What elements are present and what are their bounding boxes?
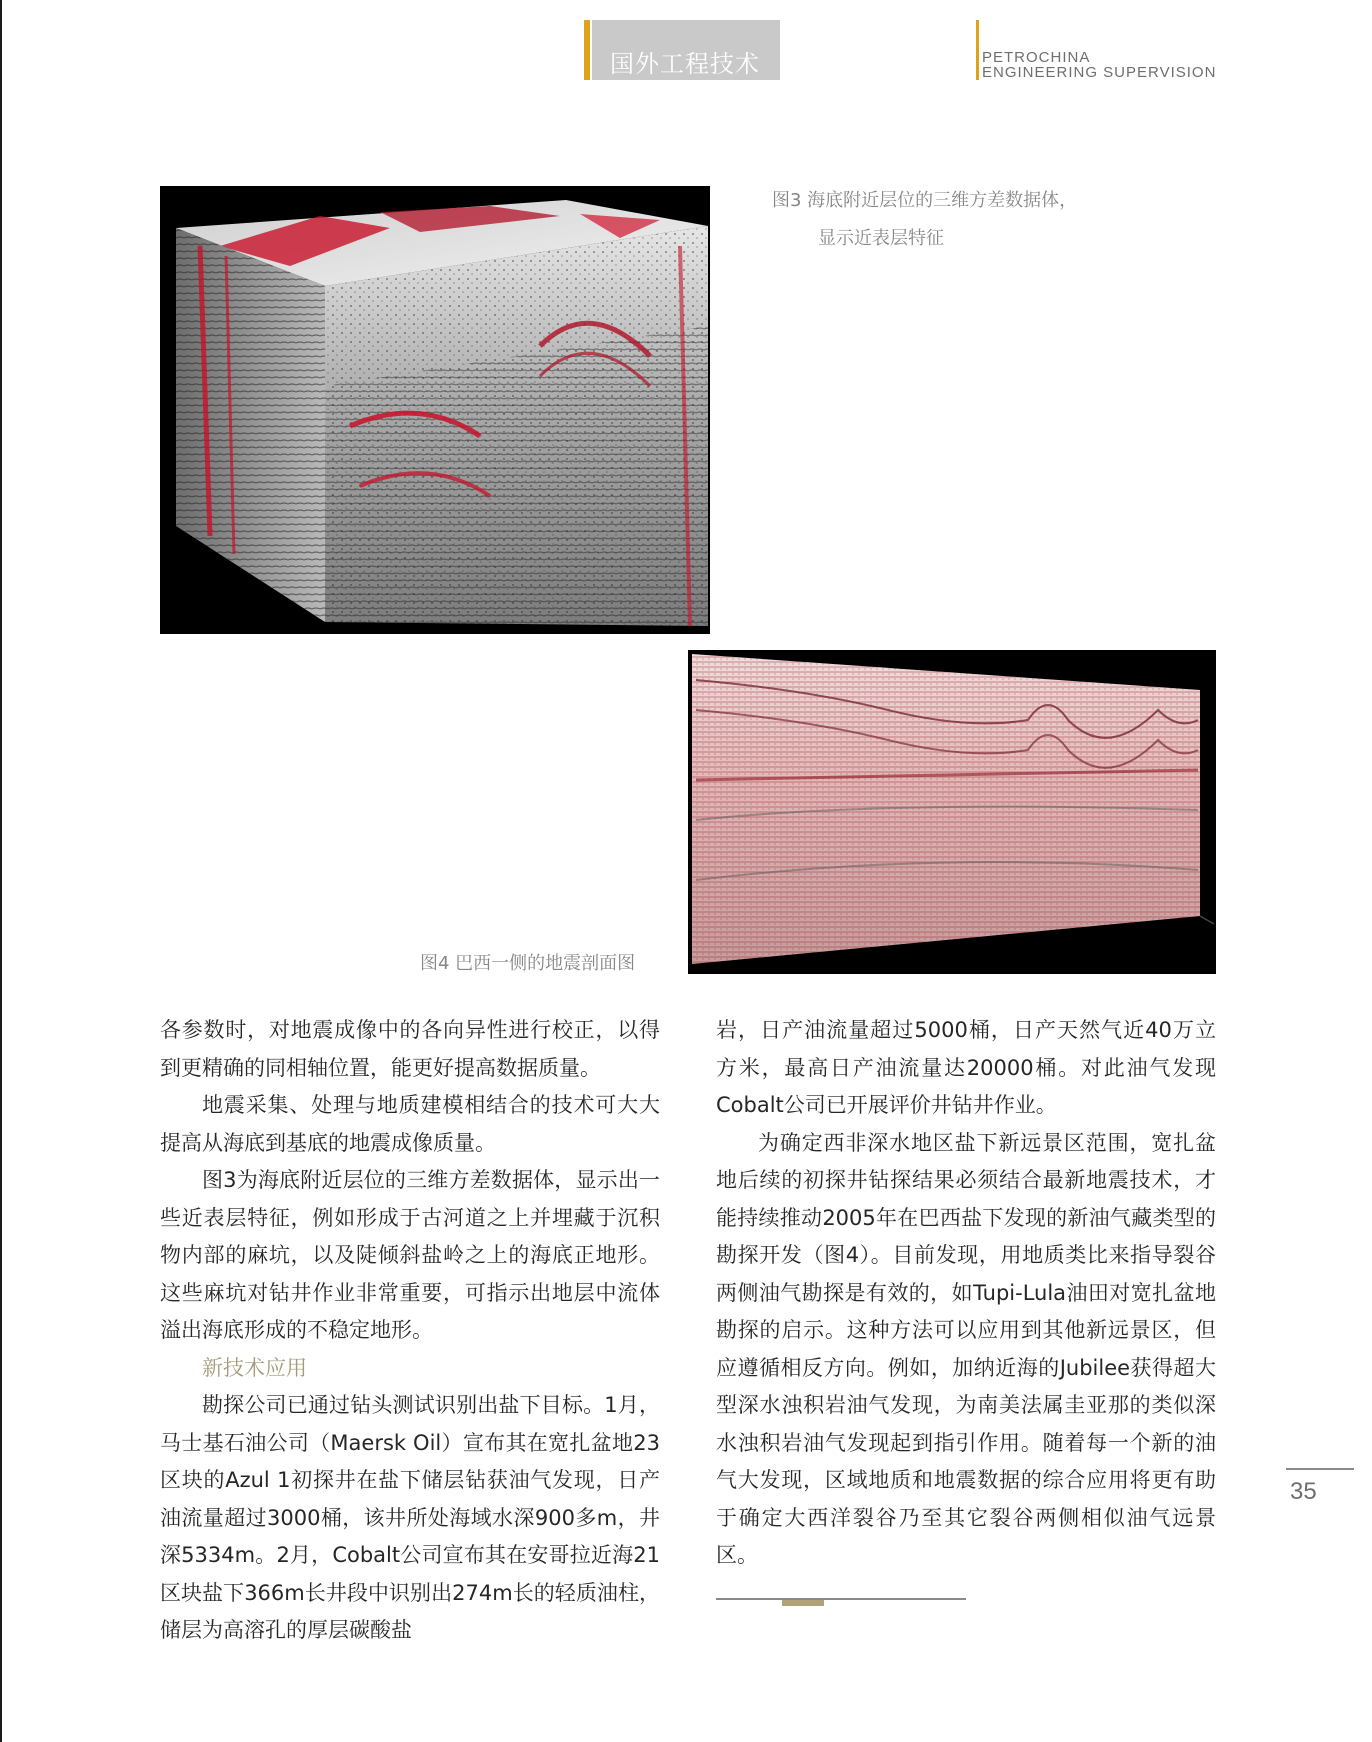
figure-3-variance-cube: [160, 186, 710, 634]
figure-4-seismic-section: [688, 650, 1216, 974]
section-heading: 新技术应用: [202, 1355, 307, 1380]
header-accent-bar: [584, 20, 590, 80]
page-edge-rule: [0, 0, 2, 1742]
figure-3-caption-line-2: 显示近表层特征: [818, 228, 944, 249]
paragraph: 图3为海底附近层位的三维方差数据体，显示出一些近表层特征，例如形成于古河道之上并埋藏于沉积物内部的麻坑，以及陡倾斜盐岭之上的海底正地形。这些麻坑对钻井作业非常重要，可指示出地层中流体溢出海底形成的不稳定地形。: [160, 1168, 660, 1342]
paragraph: 地震采集、处理与地质建模相结合的技术可大大提高从海底到基底的地震成像质量。: [160, 1093, 660, 1155]
figure-3-caption-line-1: 图3 海底附近层位的三维方差数据体，: [772, 190, 1078, 211]
brand-logotype: [982, 50, 1216, 80]
header-section-title: 国外工程技术: [610, 50, 760, 78]
page-number-rule: [1286, 1468, 1354, 1470]
article-left-column: [160, 1012, 660, 1650]
page-number: 35: [1290, 1478, 1317, 1505]
paragraph: 岩，日产油流量超过5000桶，日产天然气近40万立方米，最高日产油流量达20000桶。对此油气发现Cobalt公司已开展评价井钻井作业。: [716, 1018, 1216, 1117]
brand-accent-bar: [976, 20, 979, 80]
brand-line-2: ENGINEERING SUPERVISION: [982, 64, 1217, 81]
article-right-column: [716, 1012, 1216, 1575]
paragraph: 勘探公司已通过钻头测试识别出盐下目标。1月，马士基石油公司（Maersk Oil）宣布其在宽扎盆地23区块的Azul 1初探井在盐下储层钻获油气发现，日产油流量超过3000桶，该井所处海域水深900多m，井深5334m。2月，Cobalt公司宣布其在安哥拉近海21区块盐下366m长井段中识别出274m长的轻质油柱，储层为高溶孔的厚层碳酸盐: [160, 1393, 660, 1642]
paragraph: 为确定西非深水地区盐下新远景区范围，宽扎盆地后续的初探井钻探结果必须结合最新地震技术，才能持续推动2005年在巴西盐下发现的新油气藏类型的勘探开发（图4）。目前发现，用地质类比来指导裂谷两侧油气勘探是有效的，如Tupi-Lula油田对宽扎盆地勘探的启示。这种方法可以应用到其他新远景区，但应遵循相反方向。例如，加纳近海的Jubilee获得超大型深水浊积岩油气发现，为南美法属圭亚那的类似深水浊积岩油气发现起到指引作用。随着每一个新的油气大发现，区域地质和地震数据的综合应用将更有助于确定大西洋裂谷乃至其它裂谷两侧相似油气远景区。: [716, 1130, 1216, 1567]
article-end-accent: [782, 1600, 824, 1606]
figure-4-caption: 图4 巴西一侧的地震剖面图: [420, 953, 636, 974]
article-end-rule: [716, 1598, 966, 1600]
brand-line-1: PETROCHINA: [982, 49, 1091, 66]
paragraph: 各参数时，对地震成像中的各向异性进行校正，以得到更精确的同相轴位置，能更好提高数据质量。: [160, 1018, 660, 1080]
